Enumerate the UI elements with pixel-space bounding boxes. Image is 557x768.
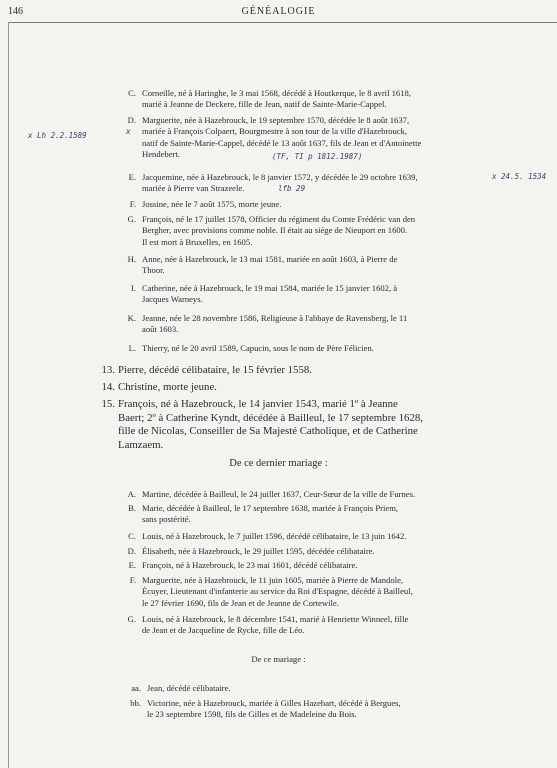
list-item: bb. Victorine, née à Hazebrouck, mariée à Gilles Hazebart, décédé à Bergues, le 23 septembre 1598, fils de Gilles et de Madeleine du Bois. bbox=[130, 698, 401, 720]
section-subheading: De ce mariage : bbox=[251, 654, 306, 664]
list-item: A. Martine, décédée à Bailleul, le 24 juillet 1637, Ceur-Sœur de la ville de Furnes. bbox=[127, 489, 416, 499]
list-item: E. François, né à Hazebrouck, le 23 mai 1601, décédé célibataire. bbox=[128, 560, 358, 570]
handwritten-note: (TF, TI p 1812.1987) bbox=[272, 152, 363, 161]
list-item: E. Jacquemine, née à Hazebrouck, le 8 janvier 1572, y décédée le 29 octobre 1639, mariée à Pierre van Strazeele. bbox=[128, 172, 418, 194]
handwritten-note: x 24.5. 1534 bbox=[492, 172, 547, 181]
list-item: G. François, né le 17 juillet 1578, Officier du régiment du Comte Frédéric van den Bergher, avec provisions comme noble. Il était au siége de Nieuport en 1600. Il est mort à Bruxelles, en 1605. bbox=[127, 214, 416, 247]
list-item: 14. Christine, morte jeune. bbox=[101, 381, 217, 393]
list-item: L. Thierry, né le 20 avril 1589, Capucin, sous le nom de Père Félicien. bbox=[128, 343, 374, 353]
handwritten-note: x bbox=[126, 127, 131, 136]
list-item: D. Élisabeth, née à Hazebrouck, le 29 juillet 1595, décédée célibataire. bbox=[127, 546, 375, 556]
section-subheading: De ce dernier mariage : bbox=[229, 458, 328, 469]
page-number: 146 bbox=[8, 6, 23, 17]
list-item: I. Catherine, née à Hazebrouck, le 19 mai 1584, mariée le 15 janvier 1602, à Jacques Warneys. bbox=[130, 283, 398, 305]
list-item: F. Marguerite, née à Hazebrouck, le 11 juin 1605, mariée à Pierre de Mandole, Écuyer, Lieutenant d'infanterie au service du Roi d'Espagne, décédé à Bailleul, le 27 février 1690, fils de Jean et de Jeanne de Cortewile. bbox=[129, 575, 413, 608]
list-item: 15. François, né à Hazebrouck, le 14 janvier 1543, marié 1º à Jeanne Baert; 2º à Catherine Kyndt, décédée à Bailleul, le 17 septembre 1628, fille de Nicolas, Conseiller de Sa Majesté Catholique, et de Catherine Lamzaem. bbox=[101, 398, 423, 451]
handwritten-note: x Lh 2.2.1589 bbox=[28, 131, 87, 140]
list-item: C. Corneille, né à Haringhe, le 3 mai 1568, décédé à Houtkerque, le 8 avril 1618, marié à Jeanne de Deckere, fille de Jean, natif de Sainte-Marie-Cappel. bbox=[128, 88, 411, 110]
list-item: G. Louis, né à Hazebrouck, le 8 décembre 1541, marié à Henriette Winneel, fille de Jean et de Jacqueline de Rycke, fille de Léo. bbox=[127, 614, 409, 636]
list-item: D. Marguerite, née à Hazebrouck, le 19 septembre 1570, décédée le 8 août 1637, mariée à François Colpaert, Bourgmestre à son tour de la ville d'Hazebrouck, natif de Sainte-Marie-Cappel, décédé le 13 août 1637, fils de Jean et d'Antoinette Hendebert. bbox=[127, 115, 422, 160]
list-item: K. Jeanne, née le 28 novembre 1586, Religieuse à l'abbaye de Ravensberg, le 11 août 1603. bbox=[127, 313, 408, 335]
list-item: C. Louis, né à Hazebrouck, le 7 juillet 1596, décédé célibataire, le 13 juin 1642. bbox=[128, 531, 407, 541]
list-item: B. Marie, décédée à Bailleul, le 17 septembre 1638, mariée à François Priem, sans postérité. bbox=[128, 503, 399, 525]
list-item: F. Jossine, née le 7 août 1575, morte jeune. bbox=[129, 199, 282, 209]
list-item: aa. Jean, décédé célibataire. bbox=[131, 683, 231, 693]
running-title: GÉNÉALOGIE bbox=[241, 6, 316, 17]
list-item: H. Anne, née à Hazebrouck, le 13 mai 1581, mariée en août 1603, à Pierre de Thoor. bbox=[127, 254, 398, 276]
header-rule bbox=[8, 22, 557, 23]
handwritten-note: lfb 29 bbox=[278, 184, 306, 193]
list-item: 13. Pierre, décédé célibataire, le 15 février 1558. bbox=[101, 364, 312, 376]
page-header bbox=[0, 6, 557, 20]
